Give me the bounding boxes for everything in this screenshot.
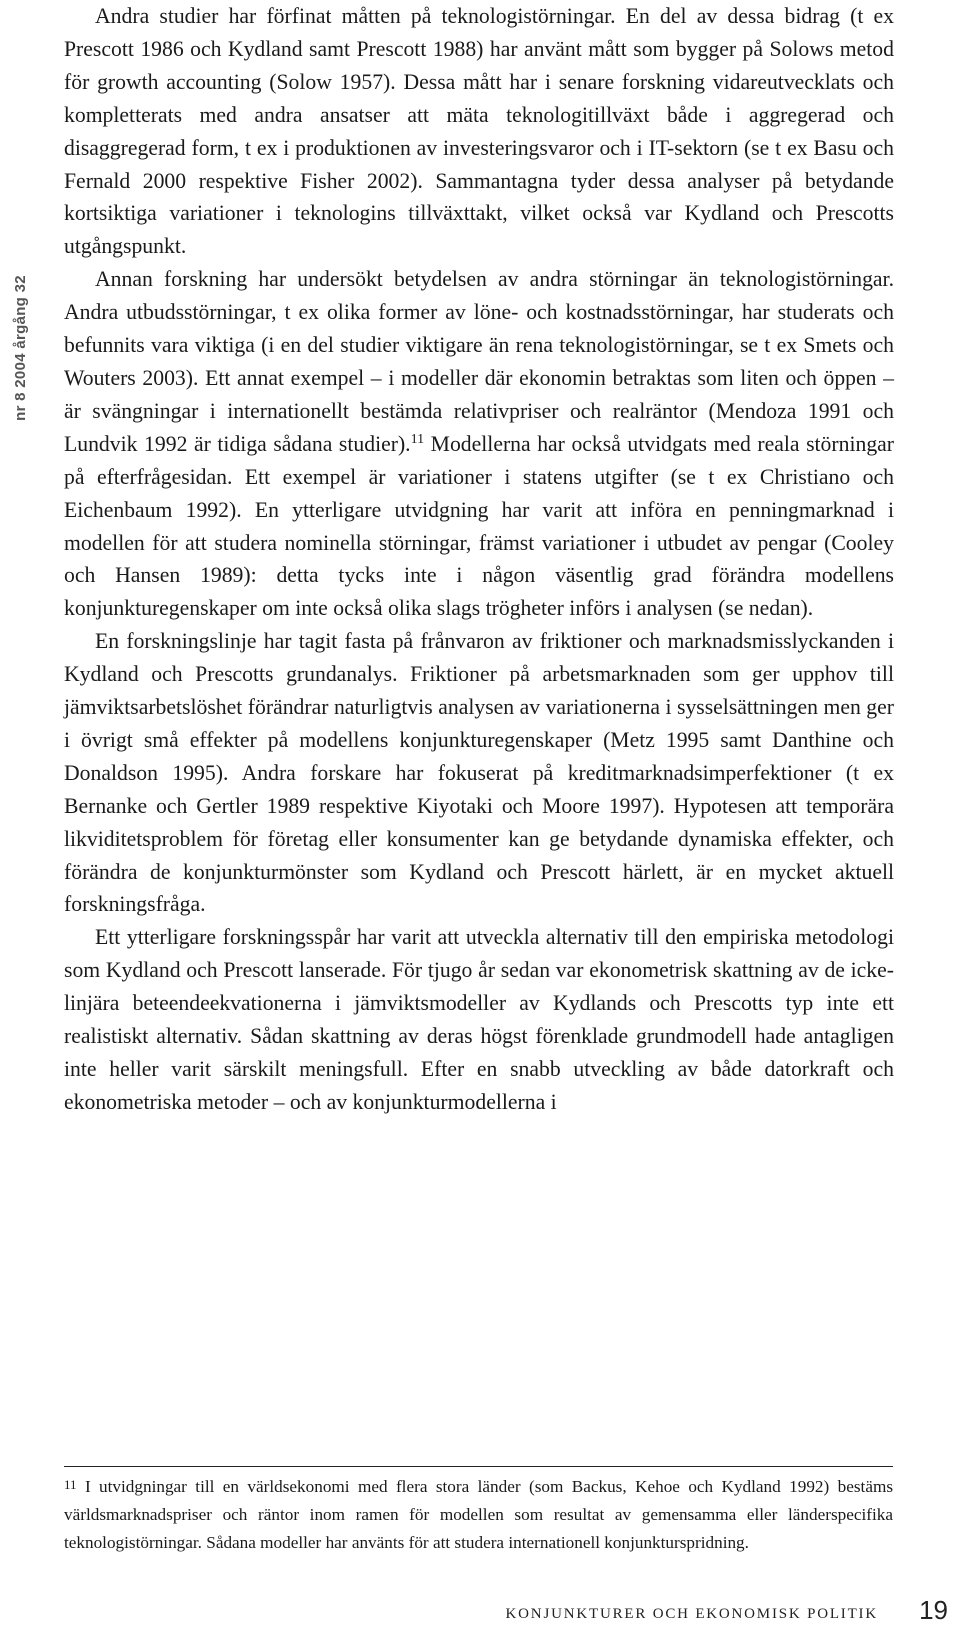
paragraph-2 bbox=[64, 263, 894, 625]
footnote-text: I utvidgningar till en världsekonomi med flera stora länder (som Backus, Kehoe och Kydland 1992) bestäms världsmarknadspriser och räntor inom ramen för modellen som resultat av gemensamma eller länderspecifika teknologistörningar. Sådana modeller har använts för att studera internationell konjunkturspridning. bbox=[64, 1477, 894, 1552]
footnote-marker: 11 bbox=[64, 1477, 77, 1492]
paragraph-2-text: Annan forskning har undersökt betydelsen av andra störningar än teknologistörningar. Andra utbudsstörningar, t ex olika former av löne- och kostnadsstörningar, har studerats och befunnits vara viktiga (i en del studier viktigare än rena teknologistörningar, se t ex Smets och Wouters 2003). Ett annat exempel – i modeller där ekonomin betraktas som liten och öppen – är svängningar i internationellt bestämda relativpriser och realräntor (Mendoza 1991 och Lundvik 1992 är tidiga sådana studier). bbox=[64, 267, 894, 456]
paragraph-4: Ett ytterligare forskningsspår har varit att utveckla alternativ till den empiriska metodologi som Kydland och Prescott lanserade. För tjugo år sedan var ekonometrisk skattning av de icke-linjära beteendeekvationerna i jämviktsmodeller av Kydlands och Prescotts typ inte ett realistiskt alternativ. Sådan skattning av deras högst förenklade grundmodell hade antagligen inte heller varit särskilt meningsfull. Efter en snabb utveckling av både datorkraft och ekonometriska metoder – och av konjunkturmodellerna i bbox=[64, 925, 894, 1114]
article-body bbox=[64, 0, 894, 1119]
journal-footer: KONJUNKTURER OCH EKONOMISK POLITIK bbox=[505, 1606, 878, 1622]
paragraph-1: Andra studier har förfinat måtten på teknologistörningar. En del av dessa bidrag (t ex Prescott 1986 och Kydland samt Prescott 1988) har använt mått som bygger på Solows metod för growth accounting (Solow 1957). Dessa mått har i senare forskning vidareutvecklats och kompletterats med andra ansatser att mäta teknologitillväxt både i aggregerad och disaggregerad form, t ex i produktionen av investeringsvaror och i IT-sektorn (se t ex Basu och Fernald 2000 respektive Fisher 2002). Sammantagna tyder dessa analyser på betydande kortsiktiga variationer i teknologins tillväxttakt, vilket också var Kydland och Prescotts utgångspunkt. bbox=[64, 4, 894, 259]
footnote-reference: 11 bbox=[410, 431, 425, 447]
paragraph-2-continued: Modellerna har också utvidgats med reala störningar på efterfrågesidan. Ett exempel är variationer i statens utgifter (se t ex Christiano och Eichenbaum 1992). En ytterligare utvidgning har varit att införa en penningmarknad i modellen för att studera nominella störningar, främst variationer i utbudet av pengar (Cooley och Hansen 1989): detta tycks inte i någon väsentlig grad förändra modellens konjunkturegenskaper om inte också olika slags trögheter införs i analysen (se nedan). bbox=[64, 431, 895, 621]
footnote-divider bbox=[64, 1466, 893, 1467]
footnote bbox=[64, 1473, 893, 1556]
page-number: 19 bbox=[919, 1595, 948, 1625]
paragraph-3: En forskningslinje har tagit fasta på frånvaron av friktioner och marknadsmisslyckanden i Kydland och Prescotts grundanalys. Friktioner på arbetsmarknaden som ger upphov till jämviktsarbetslöshet förändrar naturligtvis analysen av variationerna i sysselsättningen men ger i övrigt små effekter på modellens konjunkturegenskaper (Metz 1995 samt Danthine och Donaldson 1995). Andra forskare har fokuserat på kreditmarknadsimperfektioner (t ex Bernanke och Gertler 1989 respektive Kiyotaki och Moore 1997). Hypotesen att temporära likviditetsproblem för företag eller konsumenter kan ge betydande dynamiska effekter, och förändra de konjunkturmönster som Kydland och Prescott härlett, är en mycket aktuell forskningsfråga. bbox=[64, 629, 894, 917]
issue-sidebar-label: nr 8 2004 årgång 32 bbox=[12, 275, 29, 421]
